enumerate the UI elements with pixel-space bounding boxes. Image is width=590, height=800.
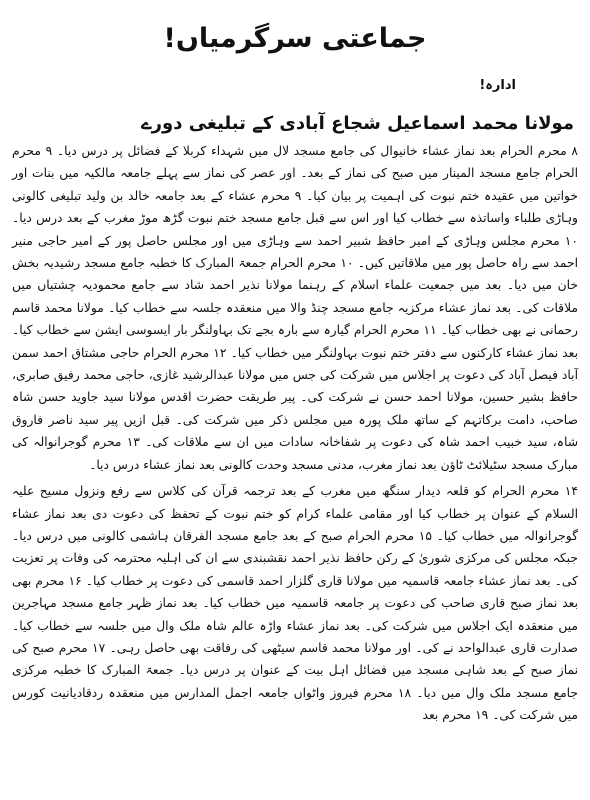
article-byline: ادارہ! [479,78,516,93]
article-subheading: مولانا محمد اسماعیل شجاع آبادی کے تبلیغی دورے [141,113,574,134]
article-title: جماعتی سرگرمیاں! [163,23,427,54]
article-paragraph-2: ۱۴ محرم الحرام کو قلعہ دیدار سنگھ میں مغرب کے بعد ترجمہ قرآن کی کلاس سے رفع ونزول مسیح علیہ السلام کے عنوان پر خطاب کیا اور مقامی علماء کرام کو ختم نبوت کے تحفظ کی دعوت دی بعد نماز عشاء گوجرانوالہ میں خطاب کیا۔ ۱۵ محرم الحرام صبح کے بعد جامع مسجد الفرقان ہاشمی کالونی میں درس دیا۔ جبکہ مجلس کی مرکزی شوریٰ کے رکن حافظ نذیر احمد نقشبندی سے ان کی اہلیہ محترمہ کی وفات پر تعزیت کی۔ بعد نماز عشاء جامعہ قاسمیہ میں مولانا قاری گلزار احمد قاسمی کی دعوت پر خطاب کیا۔ ۱۶ محرم بھی بعد نماز صبح قاری صاحب کی دعوت پر جامعہ قاسمیہ میں خطاب کیا۔ بعد نماز ظہر جامع مسجد مہاجرین میں منعقدہ ایک اجلاس میں شرکت کی۔ بعد نماز عشاء واڑہ عالم شاہ ملک وال میں جلسہ سے خطاب کیا۔ صدارت قاری عبدالواحد نے کی۔ اور مولانا محمد قاسم سیٹھی کی رفاقت بھی حاصل رہی۔ ۱۷ محرم صبح کی نماز صبح کے بعد شاہی مسجد میں فضائل اہل بیت کے عنوان پر درس دیا۔ جمعۃ المبارک کا خطبہ مرکزی جامع مسجد ملک وال میں دیا۔ ۱۸ محرم فیروز واٹواں جامعہ اجمل المدارس میں منعقدہ ردقادیانیت کورس میں شرکت کی۔ ۱۹ محرم بعد [12,484,579,723]
article-paragraph-1: ۸ محرم الحرام بعد نماز عشاء خانیوال کی جامع مسجد لال میں شہداء کربلا کے فضائل پر درس دیا۔ ۹ محرم الحرام جامع مسجد المینار میں صبح کی نماز کے بعد۔ اور عصر کی نماز سے پہلے جامعہ مالکیہ میں بنات اور خواتین میں عقیدہ ختم نبوت کی اہمیت پر بیان کیا۔ ۹ محرم عشاء کے بعد جامعہ خالد بن ولید تبلیغی کالونی وہاڑی طلباء واساتذہ سے خطاب کیا اور اس سے قبل جامع مسجد ختم نبوت گڑھ موڑ مغرب کے بعد درس دیا۔ ۱۰ محرم مجلس وہاڑی کے امیر حافظ شبیر احمد سے وہاڑی میں اور مجلس حاصل پور کے امیر حاجی منیر احمد سے راہ حاصل پور میں ملاقاتیں کیں۔ ۱۰ محرم الحرام جمعۃ المبارک کا خطبہ جامع مسجد رشیدیہ بخش خان میں دیا۔ بعد میں جمعیت علماء اسلام کے رہنما مولانا نذیر احمد شاد سے جامع محمودیہ چشتیاں میں ملاقات کی۔ بعد نماز عشاء مرکزیہ جامع مسجد چنڈ والا میں منعقدہ جلسہ سے خطاب کیا۔ مولانا محمد قاسم رحمانی نے بھی خطاب کیا۔ ۱۱ محرم الحرام گیارہ سے بارہ بجے تک بہاولنگر بار ایسوسی ایشن سے خطاب کیا۔ بعد نماز عشاء کارکنوں سے دفتر ختم نبوت بہاولنگر میں خطاب کیا۔ ۱۲ محرم الحرام حاجی مشتاق احمد سمن آباد فیصل آباد کی دعوت پر اجلاس میں شرکت کی جس میں مولانا عبدالرشید غازی، حاجی محمد رفیق صابری، حافظ بشیر حسین، مولانا احمد حسن نے شرکت کی۔ پیر طریقت حضرت اقدس مولانا سید جاوید حسن شاہ صاحب، دامت برکاتہم کے ساتھ ملک پورہ میں مجلس ذکر میں شرکت کی۔ قبل ازیں پیر سید ناصر فاروق شاہ، سید خبیب احمد شاہ کی دعوت پر شفاخانہ سادات میں ان سے ملاقات کی۔ ۱۳ محرم گوجرانوالہ کی مبارک مسجد سٹیلائٹ ٹاؤن بعد نماز مغرب، مدنی مسجد وحدت کالونی بعد نماز عشاء درس دیا۔ [12,144,578,472]
